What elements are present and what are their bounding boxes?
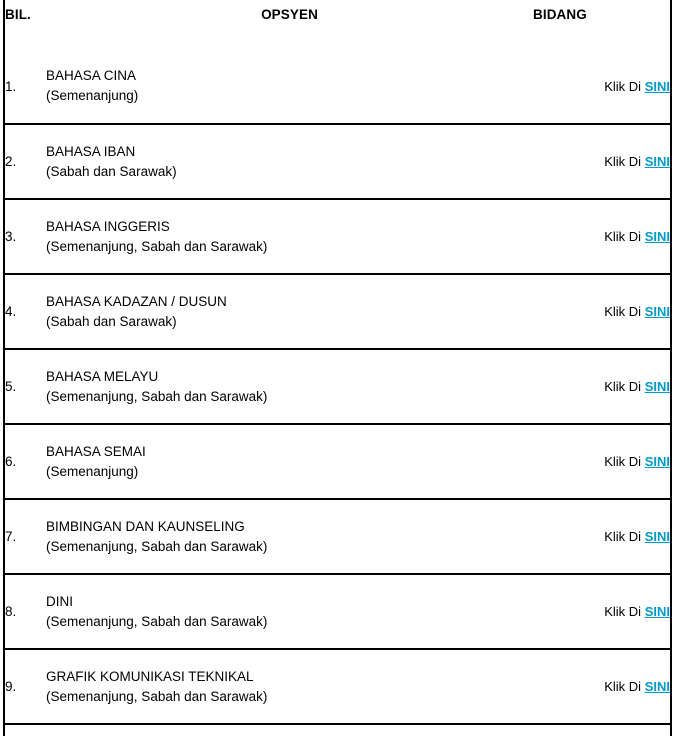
bidang-cell — [533, 499, 670, 574]
row-number: 3. — [5, 229, 17, 244]
sini-link[interactable]: SINI — [644, 679, 670, 694]
row-number: 5. — [5, 379, 17, 394]
option-region: (Semenanjung) — [46, 88, 139, 103]
klik-di-label: Klik Di — [604, 454, 642, 469]
sini-link[interactable]: SINI — [644, 454, 670, 469]
sini-link[interactable]: SINI — [644, 529, 670, 544]
klik-di-label: Klik Di — [604, 679, 642, 694]
bidang-cell — [533, 649, 670, 724]
bidang-cell — [533, 424, 670, 499]
klik-di-label: Klik Di — [604, 78, 642, 94]
row-number: 1. — [5, 78, 17, 94]
table-body — [5, 49, 670, 736]
klik-di-label: Klik Di — [604, 604, 642, 619]
options-table-container — [3, 0, 672, 736]
option-name: BAHASA MELAYU — [46, 368, 159, 384]
option-name: BAHASA KADAZAN / DUSUN — [46, 293, 227, 309]
option-region: (Semenanjung) — [46, 463, 139, 479]
table-row — [5, 499, 670, 574]
option-region: (Semenanjung, Sabah dan Sarawak) — [46, 613, 268, 629]
option-name: BAHASA INGGERIS — [46, 218, 170, 234]
row-number: 4. — [5, 304, 17, 319]
option-name: DINI — [46, 593, 73, 609]
option-cell — [46, 124, 533, 199]
sini-link[interactable]: SINI — [644, 154, 670, 169]
row-number: 8. — [5, 604, 17, 619]
table-row — [5, 49, 670, 124]
sini-link[interactable]: SINI — [644, 304, 670, 319]
row-number: 7. — [5, 529, 17, 544]
table-row — [5, 574, 670, 649]
table-row — [5, 274, 670, 349]
table-row-partial — [5, 724, 670, 736]
options-table — [5, 0, 670, 736]
bidang-cell — [533, 124, 670, 199]
option-name: BAHASA SEMAI — [46, 443, 146, 459]
option-region: (Semenanjung, Sabah dan Sarawak) — [46, 388, 268, 404]
klik-di-label: Klik Di — [604, 379, 642, 394]
table-row — [5, 199, 670, 274]
option-region: (Semenanjung, Sabah dan Sarawak) — [46, 688, 268, 704]
sini-link[interactable]: SINI — [644, 379, 670, 394]
table-header — [5, 0, 670, 49]
option-cell — [46, 274, 533, 349]
table-row — [5, 349, 670, 424]
sini-link[interactable]: SINI — [644, 78, 670, 94]
bidang-cell — [533, 199, 670, 274]
row-number: 6. — [5, 454, 17, 469]
option-name: BAHASA CINA — [46, 68, 137, 83]
option-name: GRAFIK KOMUNIKASI TEKNIKAL — [46, 668, 254, 684]
bidang-cell — [533, 574, 670, 649]
column-header-bil: BIL. — [5, 7, 31, 22]
option-region: (Semenanjung, Sabah dan Sarawak) — [46, 538, 268, 554]
option-cell — [46, 199, 533, 274]
option-cell — [46, 424, 533, 499]
column-header-opsyen: OPSYEN — [261, 7, 318, 22]
option-cell — [46, 499, 533, 574]
row-number: 9. — [5, 679, 17, 694]
klik-di-label: Klik Di — [604, 154, 642, 169]
option-cell — [46, 49, 533, 124]
klik-di-label: Klik Di — [604, 229, 642, 244]
partial-cell — [5, 724, 46, 736]
bidang-cell — [533, 49, 670, 124]
option-name: BAHASA IBAN — [46, 143, 136, 159]
table-row — [5, 424, 670, 499]
option-region: (Sabah dan Sarawak) — [46, 313, 177, 329]
column-header-bidang: BIDANG — [533, 7, 587, 22]
header-row — [5, 0, 670, 49]
option-cell — [46, 349, 533, 424]
bidang-cell — [533, 349, 670, 424]
option-cell — [46, 649, 533, 724]
table-row — [5, 124, 670, 199]
option-cell — [46, 574, 533, 649]
option-region: (Semenanjung, Sabah dan Sarawak) — [46, 238, 268, 254]
option-region: (Sabah dan Sarawak) — [46, 163, 177, 179]
klik-di-label: Klik Di — [604, 304, 642, 319]
row-number: 2. — [5, 154, 17, 169]
klik-di-label: Klik Di — [604, 529, 642, 544]
bidang-cell — [533, 274, 670, 349]
option-name: BIMBINGAN DAN KAUNSELING — [46, 518, 245, 534]
partial-cell — [533, 724, 670, 736]
sini-link[interactable]: SINI — [644, 229, 670, 244]
sini-link[interactable]: SINI — [644, 604, 670, 619]
table-row — [5, 649, 670, 724]
partial-cell — [46, 724, 533, 736]
